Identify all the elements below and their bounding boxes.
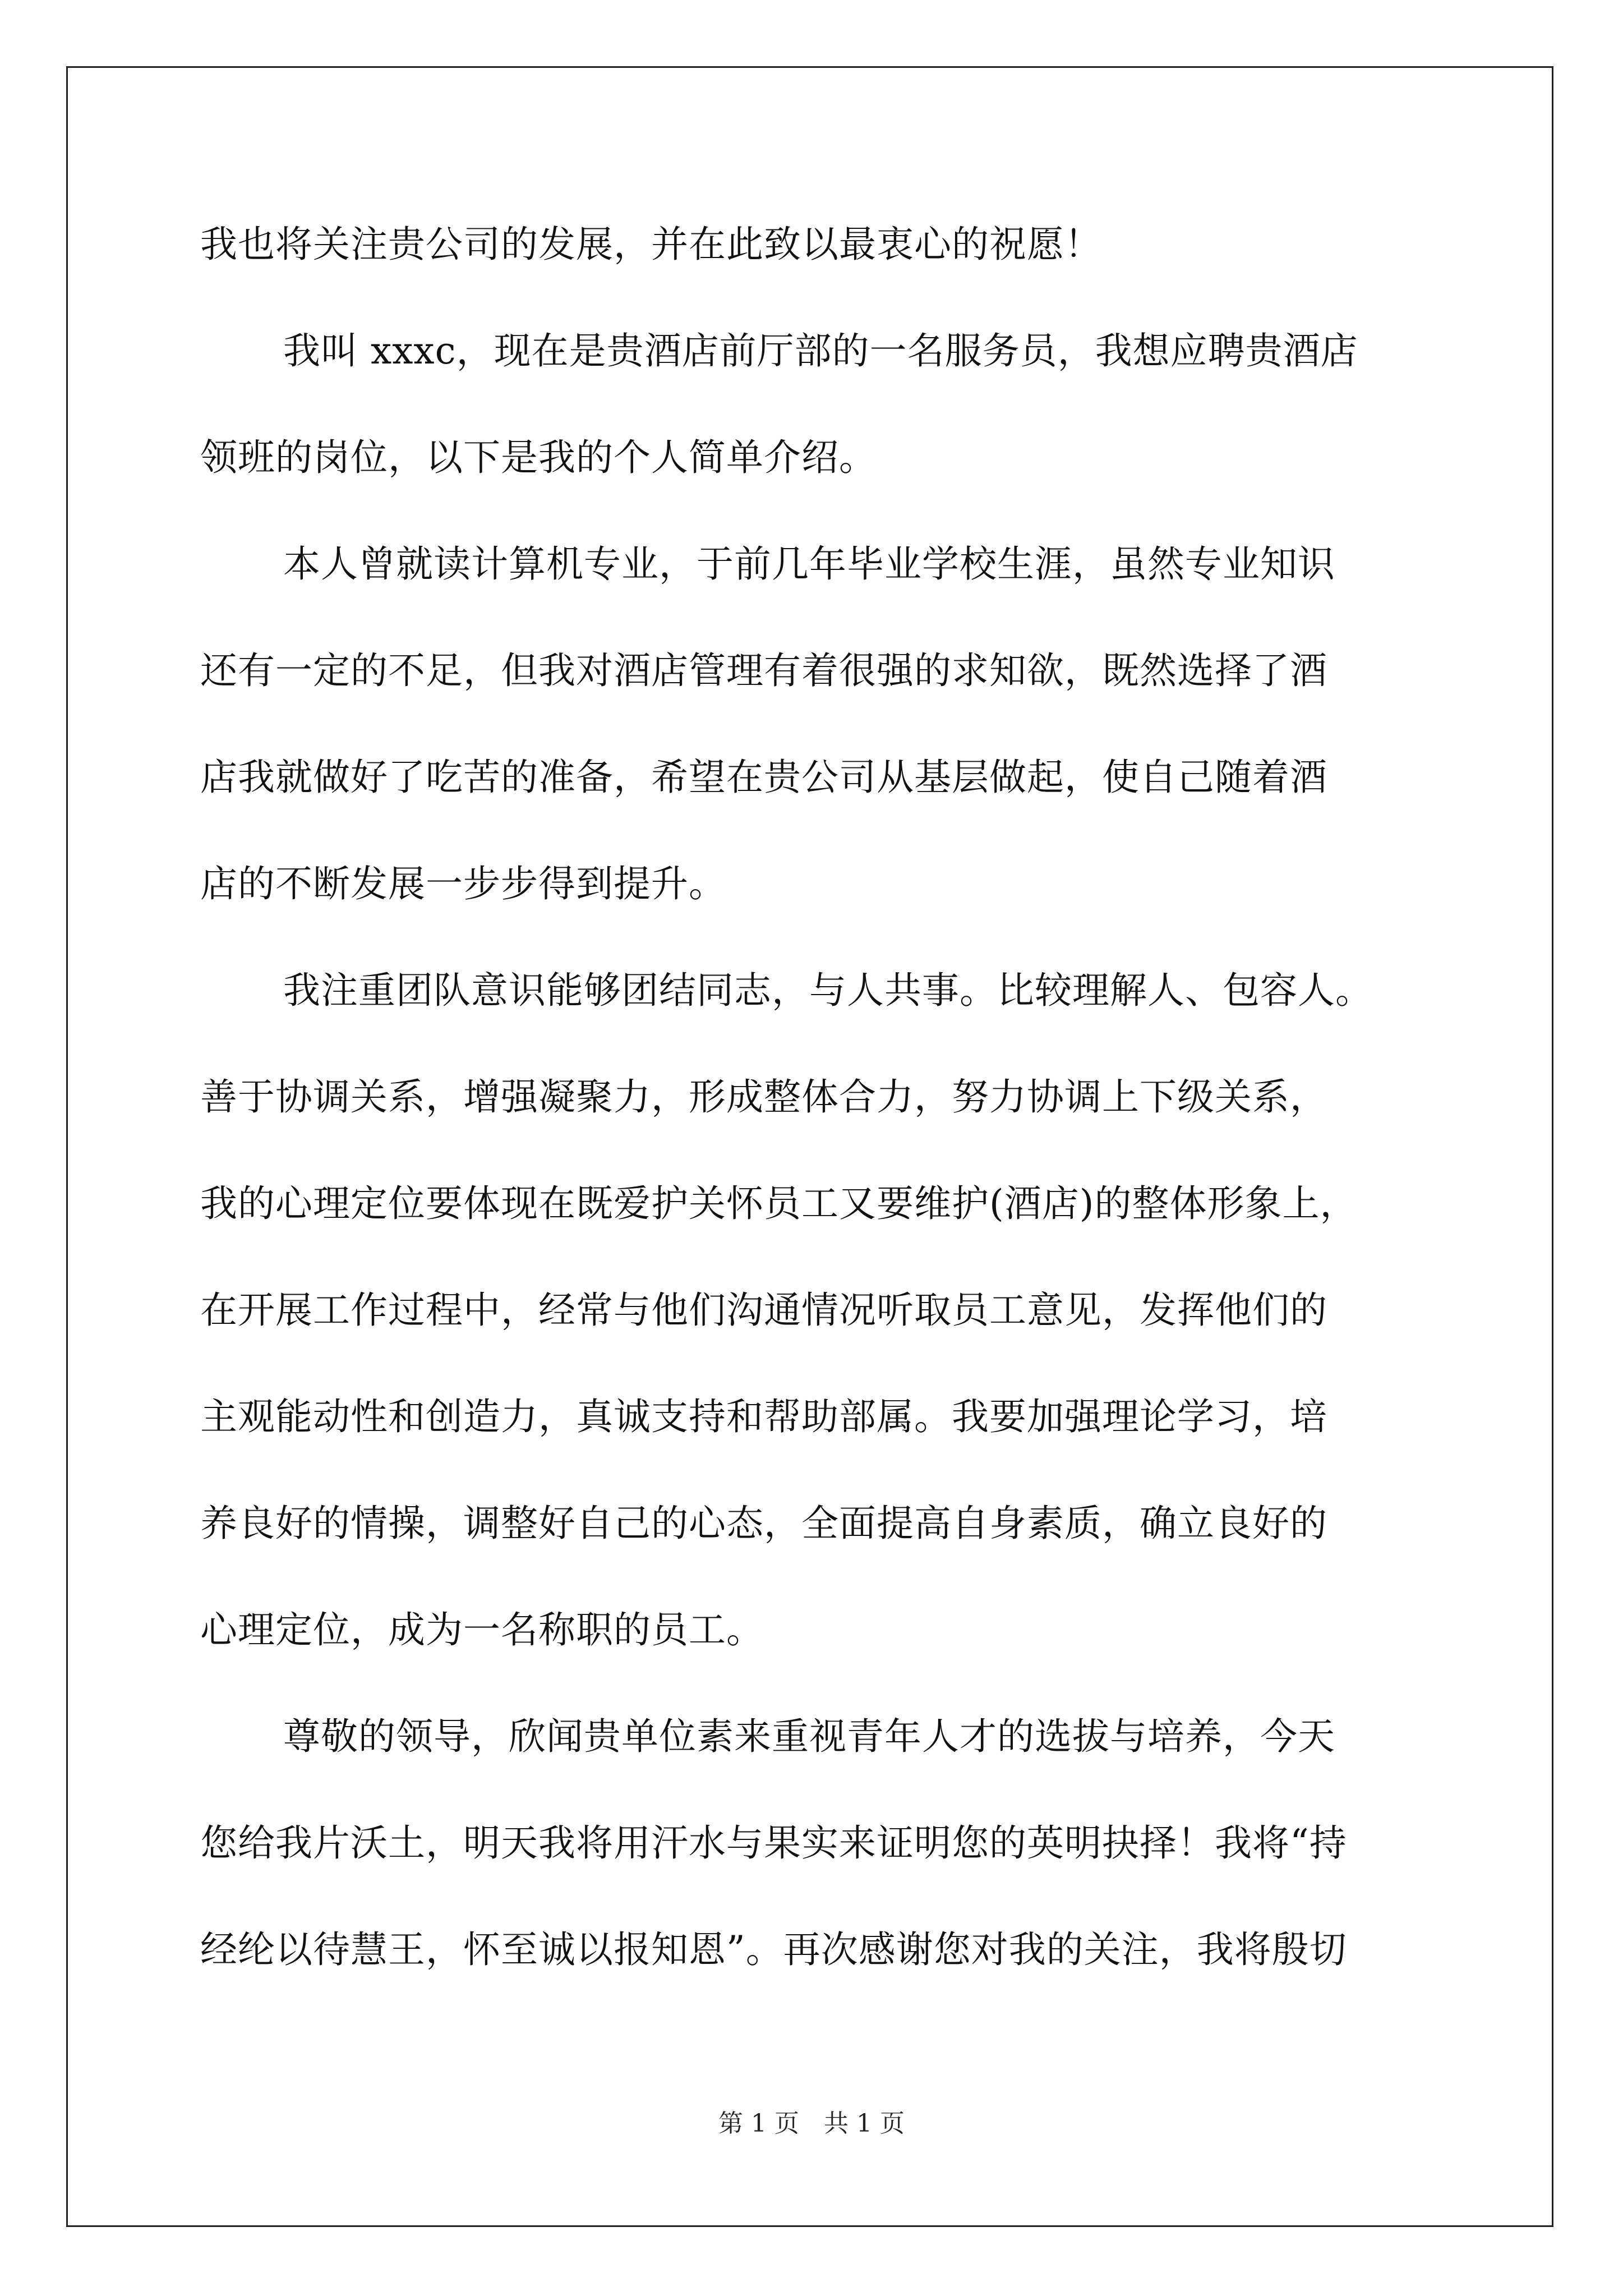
text-line: 本人曾就读计算机专业，于前几年毕业学校生涯，虽然专业知识 <box>283 542 1335 586</box>
text-line: 主观能动性和创造力，真诚支持和帮助部属。我要加强理论学习，培 <box>200 1395 1327 1438</box>
text-line: 店我就做好了吃苦的准备，希望在贵公司从基层做起，使自己随着酒 <box>200 756 1327 799</box>
text-line: 善于协调关系，增强凝聚力，形成整体合力，努力协调上下级关系， <box>200 1075 1327 1119</box>
page-number-footer: 第 1 页 共 1 页 <box>718 2109 905 2138</box>
text-line: 您给我片沃土，明天我将用汗水与果实来证明您的英明抉择！我将“持 <box>200 1821 1347 1865</box>
text-line: 养良好的情操，调整好自己的心态，全面提高自身素质，确立良好的 <box>200 1502 1327 1545</box>
text-line: 店的不断发展一步步得到提升。 <box>200 862 726 905</box>
text-line: 我叫 xxxc，现在是贵酒店前厅部的一名服务员，我想应聘贵酒店 <box>283 329 1358 372</box>
text-line: 领班的岗位，以下是我的个人简单介绍。 <box>200 436 877 479</box>
text-line: 在开展工作过程中，经常与他们沟通情况听取员工意见，发挥他们的 <box>200 1289 1327 1332</box>
text-line: 我的心理定位要体现在既爱护关怀员工又要维护(酒店)的整体形象上， <box>200 1182 1358 1225</box>
text-line: 经纶以待慧王，怀至诚以报知恩”。再次感谢您对我的关注，我将殷切 <box>200 1928 1347 1971</box>
page-border <box>66 66 1553 2227</box>
text-line: 我也将关注贵公司的发展，并在此致以最衷心的祝愿！ <box>200 223 1102 266</box>
text-line: 心理定位，成为一名称职的员工。 <box>200 1608 764 1651</box>
text-line: 尊敬的领导，欣闻贵单位素来重视青年人才的选拔与培养，今天 <box>283 1715 1335 1758</box>
text-line: 还有一定的不足，但我对酒店管理有着很强的求知欲，既然选择了酒 <box>200 649 1327 692</box>
text-line: 我注重团队意识能够团结同志，与人共事。比较理解人、包容人。 <box>283 969 1373 1012</box>
